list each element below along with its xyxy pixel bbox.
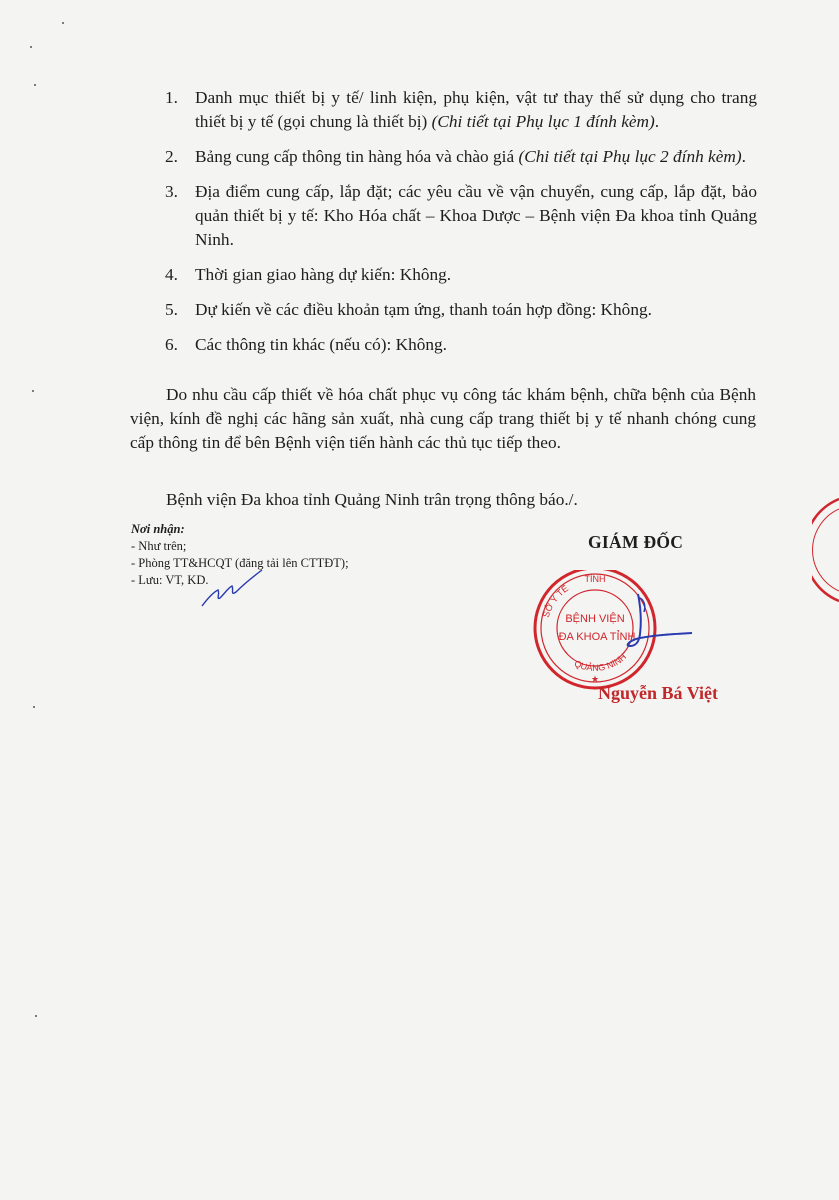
scan-speck: [30, 46, 32, 48]
item-text: Danh mục thiết bị y tế/ linh kiện, phụ kiện, vật tư thay thế sử dụng cho trang thiết bị y tế (gọi chung là thiết bị): [195, 88, 757, 131]
list-item: [165, 180, 757, 252]
scan-speck: [32, 390, 34, 392]
item-text: Bảng cung cấp thông tin hàng hóa và chào giá: [195, 147, 519, 166]
item-number: 4.: [165, 265, 178, 284]
recipient-line: - Phòng TT&HCQT (đăng tải lên CTTĐT);: [131, 556, 349, 570]
item-tail: .: [654, 112, 660, 131]
recipient-line: - Lưu: VT, KD.: [131, 573, 209, 587]
list-item: [165, 145, 757, 169]
seal-outer-left: SỞ Y TẾ: [540, 583, 571, 619]
list-item: [165, 86, 757, 134]
item-number: 3.: [165, 182, 178, 201]
item-text: Địa điểm cung cấp, lắp đặt; các yêu cầu về vận chuyển, cung cấp, lắp đặt, bảo quản thiết bị y tế: Kho Hóa chất – Khoa Dược – Bệnh viện Đa khoa tỉnh Quảng Ninh.: [195, 182, 757, 249]
list-item: [165, 263, 757, 287]
recipients-heading: Nơi nhận:: [131, 522, 185, 536]
seal-outer-top: TỈNH: [584, 574, 606, 584]
signer-name: Nguyễn Bá Việt: [598, 683, 719, 703]
item-tail: .: [741, 147, 746, 166]
item-text: Các thông tin khác (nếu có): Không.: [195, 335, 447, 354]
scan-speck: [62, 22, 64, 24]
item-number: 2.: [165, 147, 178, 166]
seal-line-1: BỆNH VIỆN: [565, 613, 625, 625]
closing-paragraph: Bệnh viện Đa khoa tỉnh Quảng Ninh trân trọng thông báo./.: [166, 490, 578, 509]
list-item: [165, 333, 757, 357]
request-paragraph: Do nhu cầu cấp thiết về hóa chất phục vụ công tác khám bệnh, chữa bệnh của Bệnh viện, kính đề nghị các hãng sản xuất, nhà cung cấp trang thiết bị y tế nhanh chóng cung cấp thông tin để bên Bệnh viện tiến hành các thủ tục tiếp theo.: [130, 385, 756, 452]
scan-speck: [34, 84, 36, 86]
seal-line-2: ĐA KHOA TỈNH: [558, 631, 636, 643]
item-text: Dự kiến về các điều khoản tạm ứng, thanh toán hợp đồng: Không.: [195, 300, 652, 319]
recipient-line: - Như trên;: [131, 539, 187, 553]
scan-speck: [35, 1015, 37, 1017]
director-signature: [600, 590, 700, 660]
item-text: Thời gian giao hàng dự kiến: Không.: [195, 265, 452, 284]
star-icon: ★: [590, 674, 600, 684]
scan-speck: [33, 706, 35, 708]
signer-title: GIÁM ĐỐC: [588, 532, 684, 552]
item-number: 1.: [165, 88, 178, 107]
item-note: (Chi tiết tại Phụ lục 1 đính kèm): [431, 112, 655, 131]
request-item-list: [165, 86, 757, 368]
item-number: 5.: [165, 300, 178, 319]
initials-mark: [200, 568, 270, 610]
item-number: 6.: [165, 335, 178, 354]
seal-outer-right: QUẢNG NINH: [572, 651, 629, 673]
item-note: (Chi tiết tại Phụ lục 2 đính kèm): [518, 147, 742, 166]
page-edge-seal-fragment: [812, 495, 839, 605]
list-item: [165, 298, 757, 322]
